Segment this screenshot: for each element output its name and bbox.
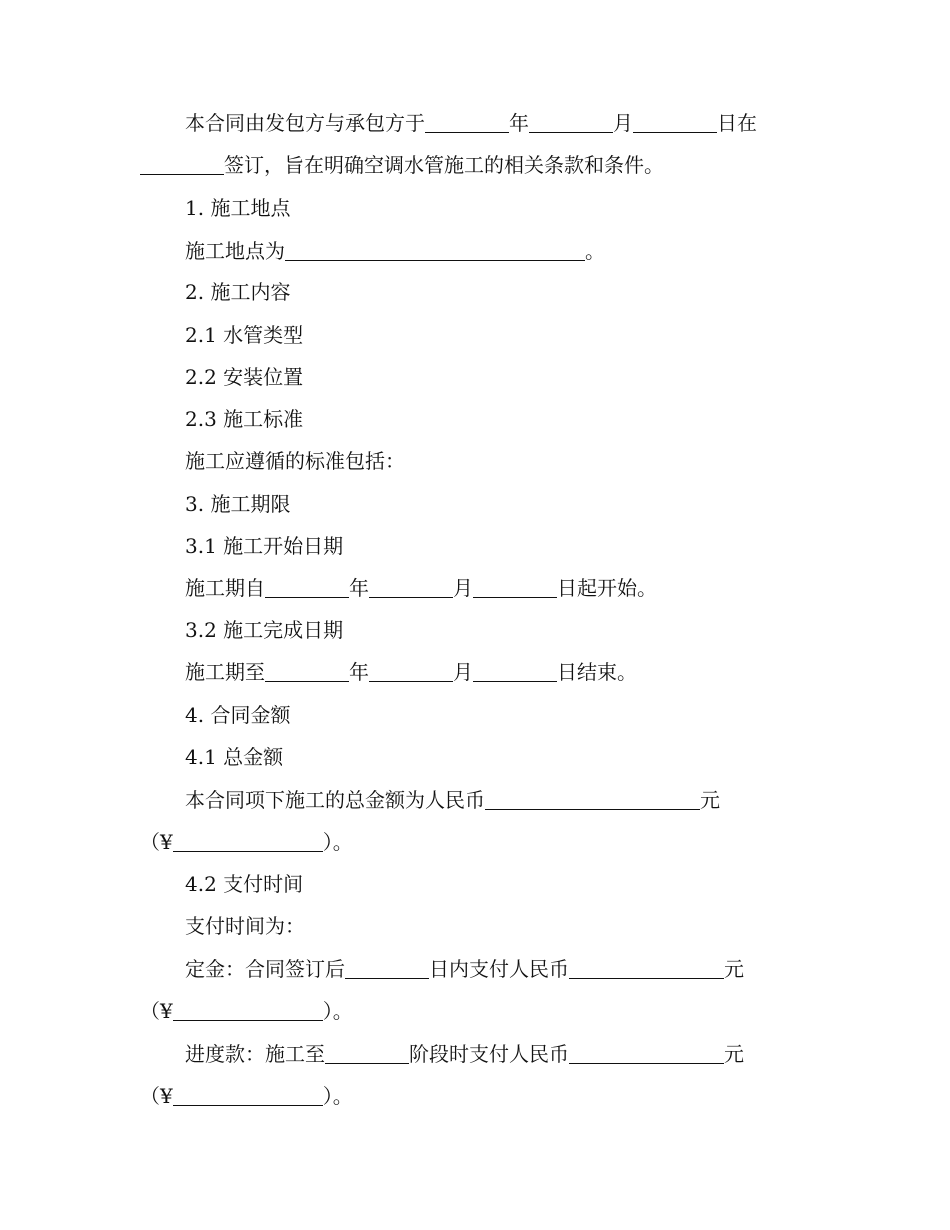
site-line	[185, 236, 810, 266]
total-amount-figure-line	[140, 827, 810, 857]
sign-month-blank[interactable]	[529, 110, 613, 133]
paren-close: ）。	[322, 830, 353, 854]
section-2-2-heading: 2.2 安装位置	[185, 365, 304, 389]
paren-close: ）。	[322, 999, 353, 1023]
end-label: 施工期至	[185, 660, 265, 684]
section-2-3-heading: 2.3 施工标准	[185, 407, 304, 431]
deposit-figure-line	[140, 996, 810, 1026]
progress-label: 进度款：施工至	[185, 1042, 325, 1066]
yuan-label: 元	[700, 788, 720, 812]
section-1-heading: 1. 施工地点	[185, 196, 291, 220]
day-label: 日起开始。	[557, 576, 657, 600]
sign-day-blank[interactable]	[633, 110, 717, 133]
site-label: 施工地点为	[185, 239, 285, 263]
intro-line-1	[185, 108, 810, 138]
intro-purpose-text: 签订，旨在明确空调水管施工的相关条款和条件。	[224, 153, 664, 177]
deposit-amount-blank[interactable]	[569, 956, 724, 979]
start-label: 施工期自	[185, 576, 265, 600]
day-label: 日结束。	[557, 660, 637, 684]
intro-text: 本合同由发包方与承包方于	[185, 111, 425, 135]
progress-payment-line	[185, 1039, 810, 1069]
month-label: 月	[453, 576, 473, 600]
total-amount-line	[185, 785, 810, 815]
deposit-line	[185, 954, 810, 984]
section-2-1-heading: 2.1 水管类型	[185, 323, 304, 347]
day-label: 日在	[717, 111, 757, 135]
start-month-blank[interactable]	[369, 575, 453, 598]
section-2-heading: 2. 施工内容	[185, 280, 291, 304]
deposit-label: 定金：合同签订后	[185, 957, 345, 981]
deposit-days-blank[interactable]	[345, 956, 429, 979]
paren-close: ）。	[322, 1084, 353, 1108]
section-4-2-heading: 4.2 支付时间	[185, 872, 304, 896]
month-label: 月	[613, 111, 633, 135]
period-mark: 。	[585, 239, 605, 263]
yuan-label: 元	[724, 957, 744, 981]
year-label: 年	[349, 660, 369, 684]
start-date-line	[185, 573, 810, 603]
progress-pay-label: 阶段时支付人民币	[409, 1042, 569, 1066]
standards-text: 施工应遵循的标准包括：	[185, 449, 405, 473]
yuan-label: 元	[724, 1042, 744, 1066]
year-label: 年	[509, 111, 529, 135]
end-date-line	[185, 657, 810, 687]
deposit-figure-blank[interactable]	[173, 998, 323, 1021]
start-year-blank[interactable]	[265, 575, 349, 598]
progress-figure-line	[140, 1081, 810, 1111]
total-amount-blank[interactable]	[485, 787, 700, 810]
pay-time-text: 支付时间为：	[185, 914, 305, 938]
paren-open: （¥	[140, 999, 173, 1023]
section-3-1-heading: 3.1 施工开始日期	[185, 534, 344, 558]
progress-figure-blank[interactable]	[173, 1083, 323, 1106]
section-4-1-heading: 4.1 总金额	[185, 745, 284, 769]
section-3-heading: 3. 施工期限	[185, 492, 291, 516]
end-month-blank[interactable]	[369, 659, 453, 682]
paren-open: （¥	[140, 1084, 173, 1108]
end-year-blank[interactable]	[265, 659, 349, 682]
site-blank[interactable]	[285, 238, 585, 261]
progress-amount-blank[interactable]	[569, 1041, 724, 1064]
total-label: 本合同项下施工的总金额为人民币	[185, 788, 485, 812]
month-label: 月	[453, 660, 473, 684]
start-day-blank[interactable]	[473, 575, 557, 598]
section-3-2-heading: 3.2 施工完成日期	[185, 618, 344, 642]
sign-year-blank[interactable]	[425, 110, 509, 133]
sign-place-blank[interactable]	[140, 152, 224, 175]
year-label: 年	[349, 576, 369, 600]
intro-line-2	[140, 150, 810, 180]
paren-open: （¥	[140, 830, 173, 854]
end-day-blank[interactable]	[473, 659, 557, 682]
progress-stage-blank[interactable]	[325, 1041, 409, 1064]
section-4-heading: 4. 合同金额	[185, 703, 291, 727]
total-figure-blank[interactable]	[173, 829, 323, 852]
deposit-pay-label: 日内支付人民币	[429, 957, 569, 981]
